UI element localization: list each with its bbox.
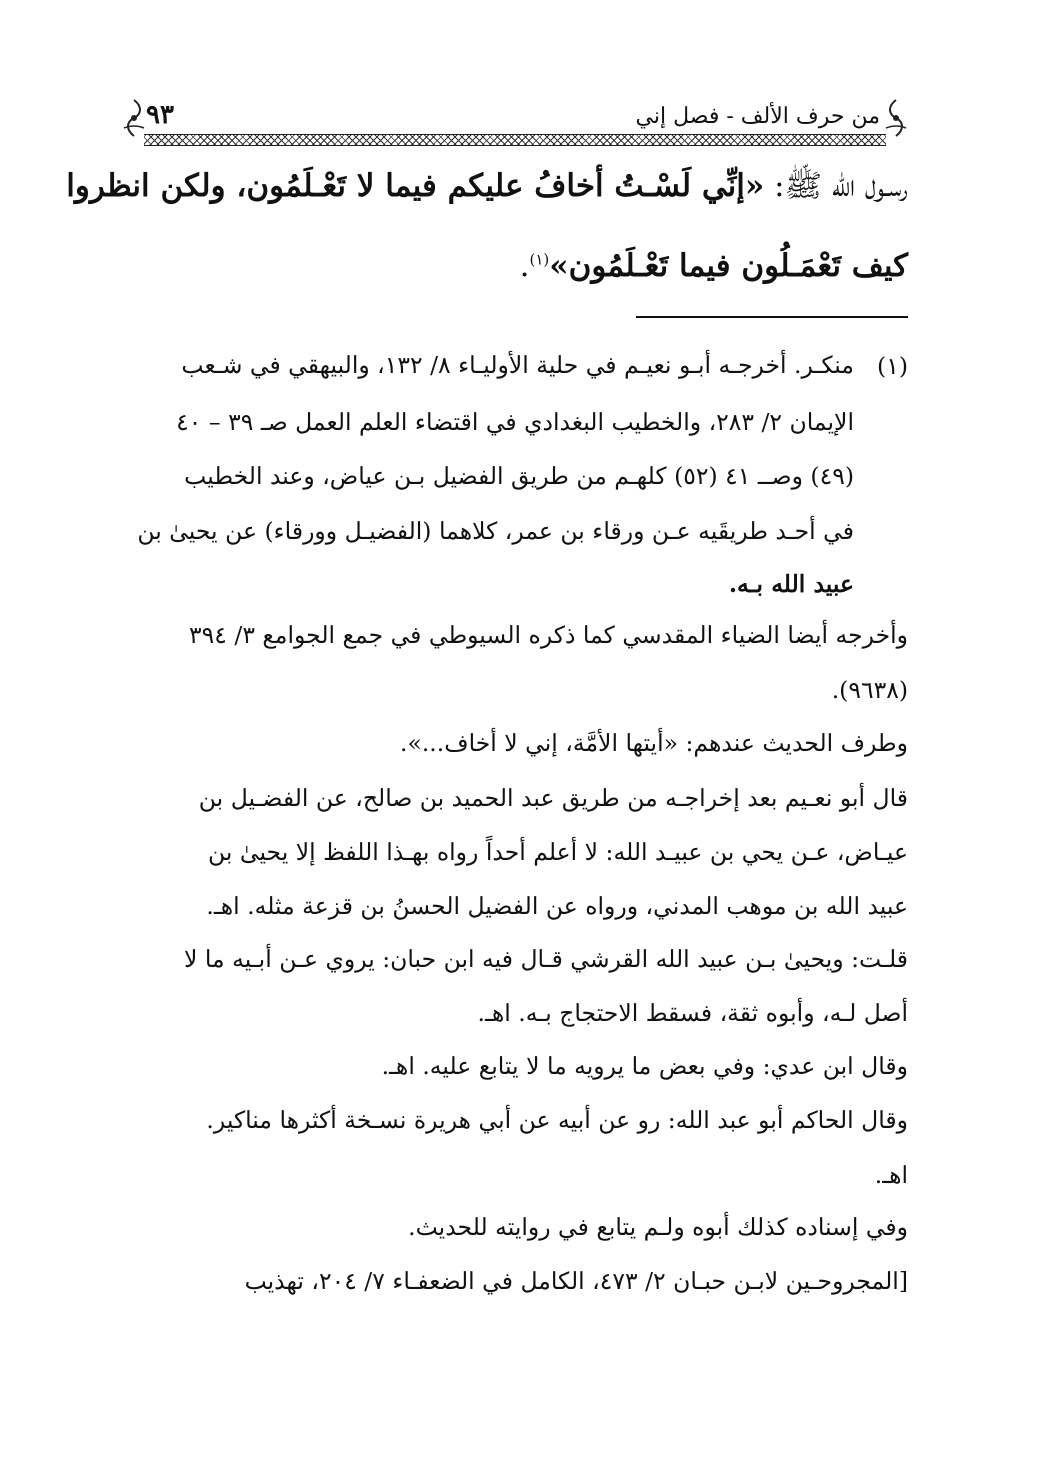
hadith-text: كيف تَعْمَـلُون فيما تَعْـلَمُون» (549, 248, 908, 284)
footnote-line: [المجروحـين لابـن حبـان ٢/ ٤٧٣، الكامل في الضعفـاء ٧/ ٢٠٤، تهذيب (244, 1267, 908, 1295)
footnote-line: أصل لـه، وأبوه ثقة، فسقط الاحتجاج بـه. اهـ. (477, 999, 908, 1027)
footnote-line: وفي إسناده كذلك أبوه ولـم يتابع في روايته للحديث. (408, 1213, 908, 1241)
footnote-line: وقال ابن عدي: وفي بعض ما يرويه ما لا يتابع عليه. اهـ. (381, 1052, 908, 1080)
footnote-line: عيـاض، عـن يحي بن عبيـد الله: لا أعلم أحداً رواه بهـذا اللفظ إلا يحيىٰ بن (207, 838, 908, 866)
main-line-2 (132, 246, 908, 286)
footnote-line: (٩٦٣٨). (831, 676, 908, 704)
header-border (144, 134, 886, 146)
footnote-line: عبيد الله بن موهب المدني، ورواه عن الفضيل الحسنُ بن قزعة مثله. اهـ. (206, 892, 908, 920)
footnote-line: الإيمان ٢/ ٢٨٣، والخطيب البغدادي في اقتضاء العلم العمل صـ ٣٩ – ٤٠ (176, 408, 854, 436)
main-line-1 (66, 166, 908, 206)
footnote-line: اهـ. (874, 1161, 908, 1189)
main-text: رسـول الله ﷺ: (764, 168, 908, 204)
footnote-line: قلـت: ويحيىٰ بـن عبيد الله القرشي قـال فيه ابن حبان: يروي عـن أبـيه ما لا (184, 945, 908, 973)
hadith-text: «إنِّي لَسْـتُ أخافُ عليكم فيما لا تَعْـلَمُون، ولكن انظروا (66, 168, 765, 204)
footnote-line: في أحـد طريقَيه عـن ورقاء بن عمر، كلاهما (الفضيـل وورقاء) عن يحيىٰ بن (137, 517, 854, 545)
ornament-right-icon (882, 98, 910, 138)
footnote-ref[interactable]: (١) (529, 250, 550, 269)
footnote-line: وأخرجه أيضا الضياء المقدسي كما ذكره السيوطي في جمع الجوامع ٣/ ٣٩٤ (189, 621, 908, 649)
footnote-line: وطرف الحديث عندهم: «أيتها الأمَّة، إني لا أخاف...». (399, 729, 908, 757)
footnote-separator (636, 316, 908, 318)
footnote-number: (١) (877, 352, 908, 380)
footnote-line: منكـر. أخرجـه أبـو نعيـم في حلية الأوليـاء ٨/ ١٣٢، والبيهقي في شـعب (181, 351, 854, 379)
ornament-left-icon (120, 98, 148, 138)
footnote-line: قال أبو نعـيم بعد إخراجـه من طريق عبد الحميد بن صالح، عن الفضـيل بن (198, 784, 908, 812)
page-header (120, 98, 910, 144)
footnote-line: (٤٩) وصــ ٤١ (٥٢) كلهـم من طريق الفضيل بـن عياض، وعند الخطيب (184, 462, 854, 490)
header-title: من حرف الألف - فصل إني (635, 104, 880, 129)
page-number: ٩٣ (146, 100, 174, 130)
footnote-line: وقال الحاكم أبو عبد الله: رو عن أبيه عن أبي هريرة نسـخة أكثرها مناكير. (206, 1106, 908, 1134)
main-text: . (519, 248, 530, 284)
footnote-line: عبيد الله بـه. (728, 570, 854, 598)
